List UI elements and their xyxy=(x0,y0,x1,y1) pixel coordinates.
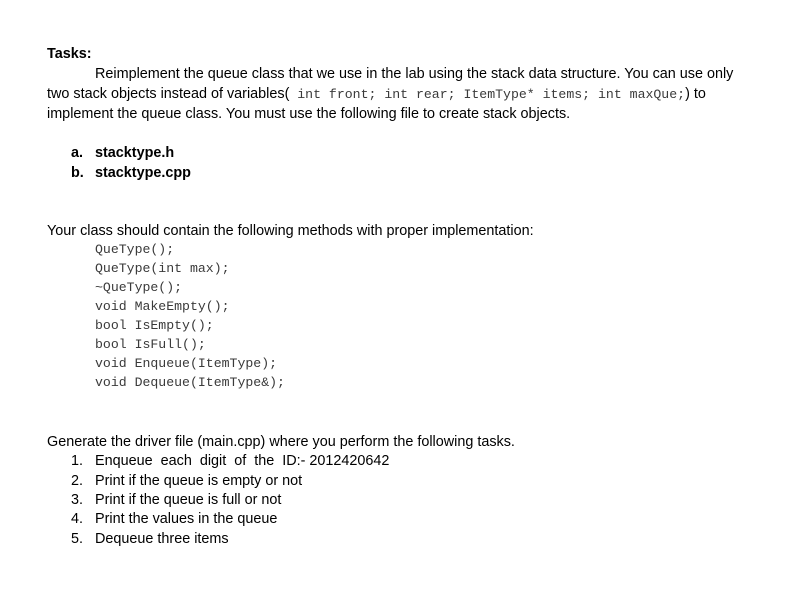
driver-task-text: Print the values in the queue xyxy=(95,511,278,527)
file-item-stacktype-h xyxy=(71,143,174,163)
driver-task-item xyxy=(71,509,277,529)
intro-line-1: Reimplement the queue class that we use in the lab using the stack data structure. You can use only xyxy=(95,66,734,82)
method-signature: bool IsFull(); xyxy=(95,337,206,352)
driver-task-marker: 3. xyxy=(71,492,84,508)
method-signature: ~QueType(); xyxy=(95,280,183,295)
tasks-heading: Tasks: xyxy=(47,46,92,62)
intro-line-2 xyxy=(47,84,706,105)
method-signature: void Enqueue(ItemType); xyxy=(95,356,278,371)
driver-task-item xyxy=(71,471,302,491)
driver-task-marker: 5. xyxy=(71,531,84,547)
intro-line-2-end: ) to xyxy=(685,86,706,102)
driver-task-marker: 2. xyxy=(71,473,84,489)
driver-task-marker: 1. xyxy=(71,453,84,469)
method-signature: bool IsEmpty(); xyxy=(95,318,214,333)
intro-line-2-text: two stack objects instead of variables( xyxy=(47,86,290,102)
driver-task-item xyxy=(71,451,389,471)
file-item-stacktype-cpp xyxy=(71,163,191,183)
driver-intro: Generate the driver file (main.cpp) where you perform the following tasks. xyxy=(47,434,515,450)
method-signature: QueType(); xyxy=(95,242,175,257)
driver-task-item xyxy=(71,529,229,549)
method-signature: QueType(int max); xyxy=(95,261,230,276)
method-signature: void MakeEmpty(); xyxy=(95,299,230,314)
driver-task-text: Dequeue three items xyxy=(95,531,229,547)
intro-line-2-code: int front; int rear; ItemType* items; int maxQue; xyxy=(289,87,686,102)
file-item-name: stacktype.cpp xyxy=(95,165,191,181)
driver-task-text: Enqueue each digit of the ID:- 2012420642 xyxy=(95,453,390,469)
file-item-marker: b. xyxy=(71,165,84,181)
file-item-marker: a. xyxy=(71,145,84,161)
method-signature: void Dequeue(ItemType&); xyxy=(95,375,285,390)
intro-line-3: implement the queue class. You must use the following file to create stack objects. xyxy=(47,106,571,122)
driver-task-text: Print if the queue is empty or not xyxy=(95,473,303,489)
methods-intro: Your class should contain the following methods with proper implementation: xyxy=(47,223,534,239)
driver-task-item xyxy=(71,490,281,510)
file-item-name: stacktype.h xyxy=(95,145,175,161)
driver-task-marker: 4. xyxy=(71,511,84,527)
driver-task-text: Print if the queue is full or not xyxy=(95,492,282,508)
